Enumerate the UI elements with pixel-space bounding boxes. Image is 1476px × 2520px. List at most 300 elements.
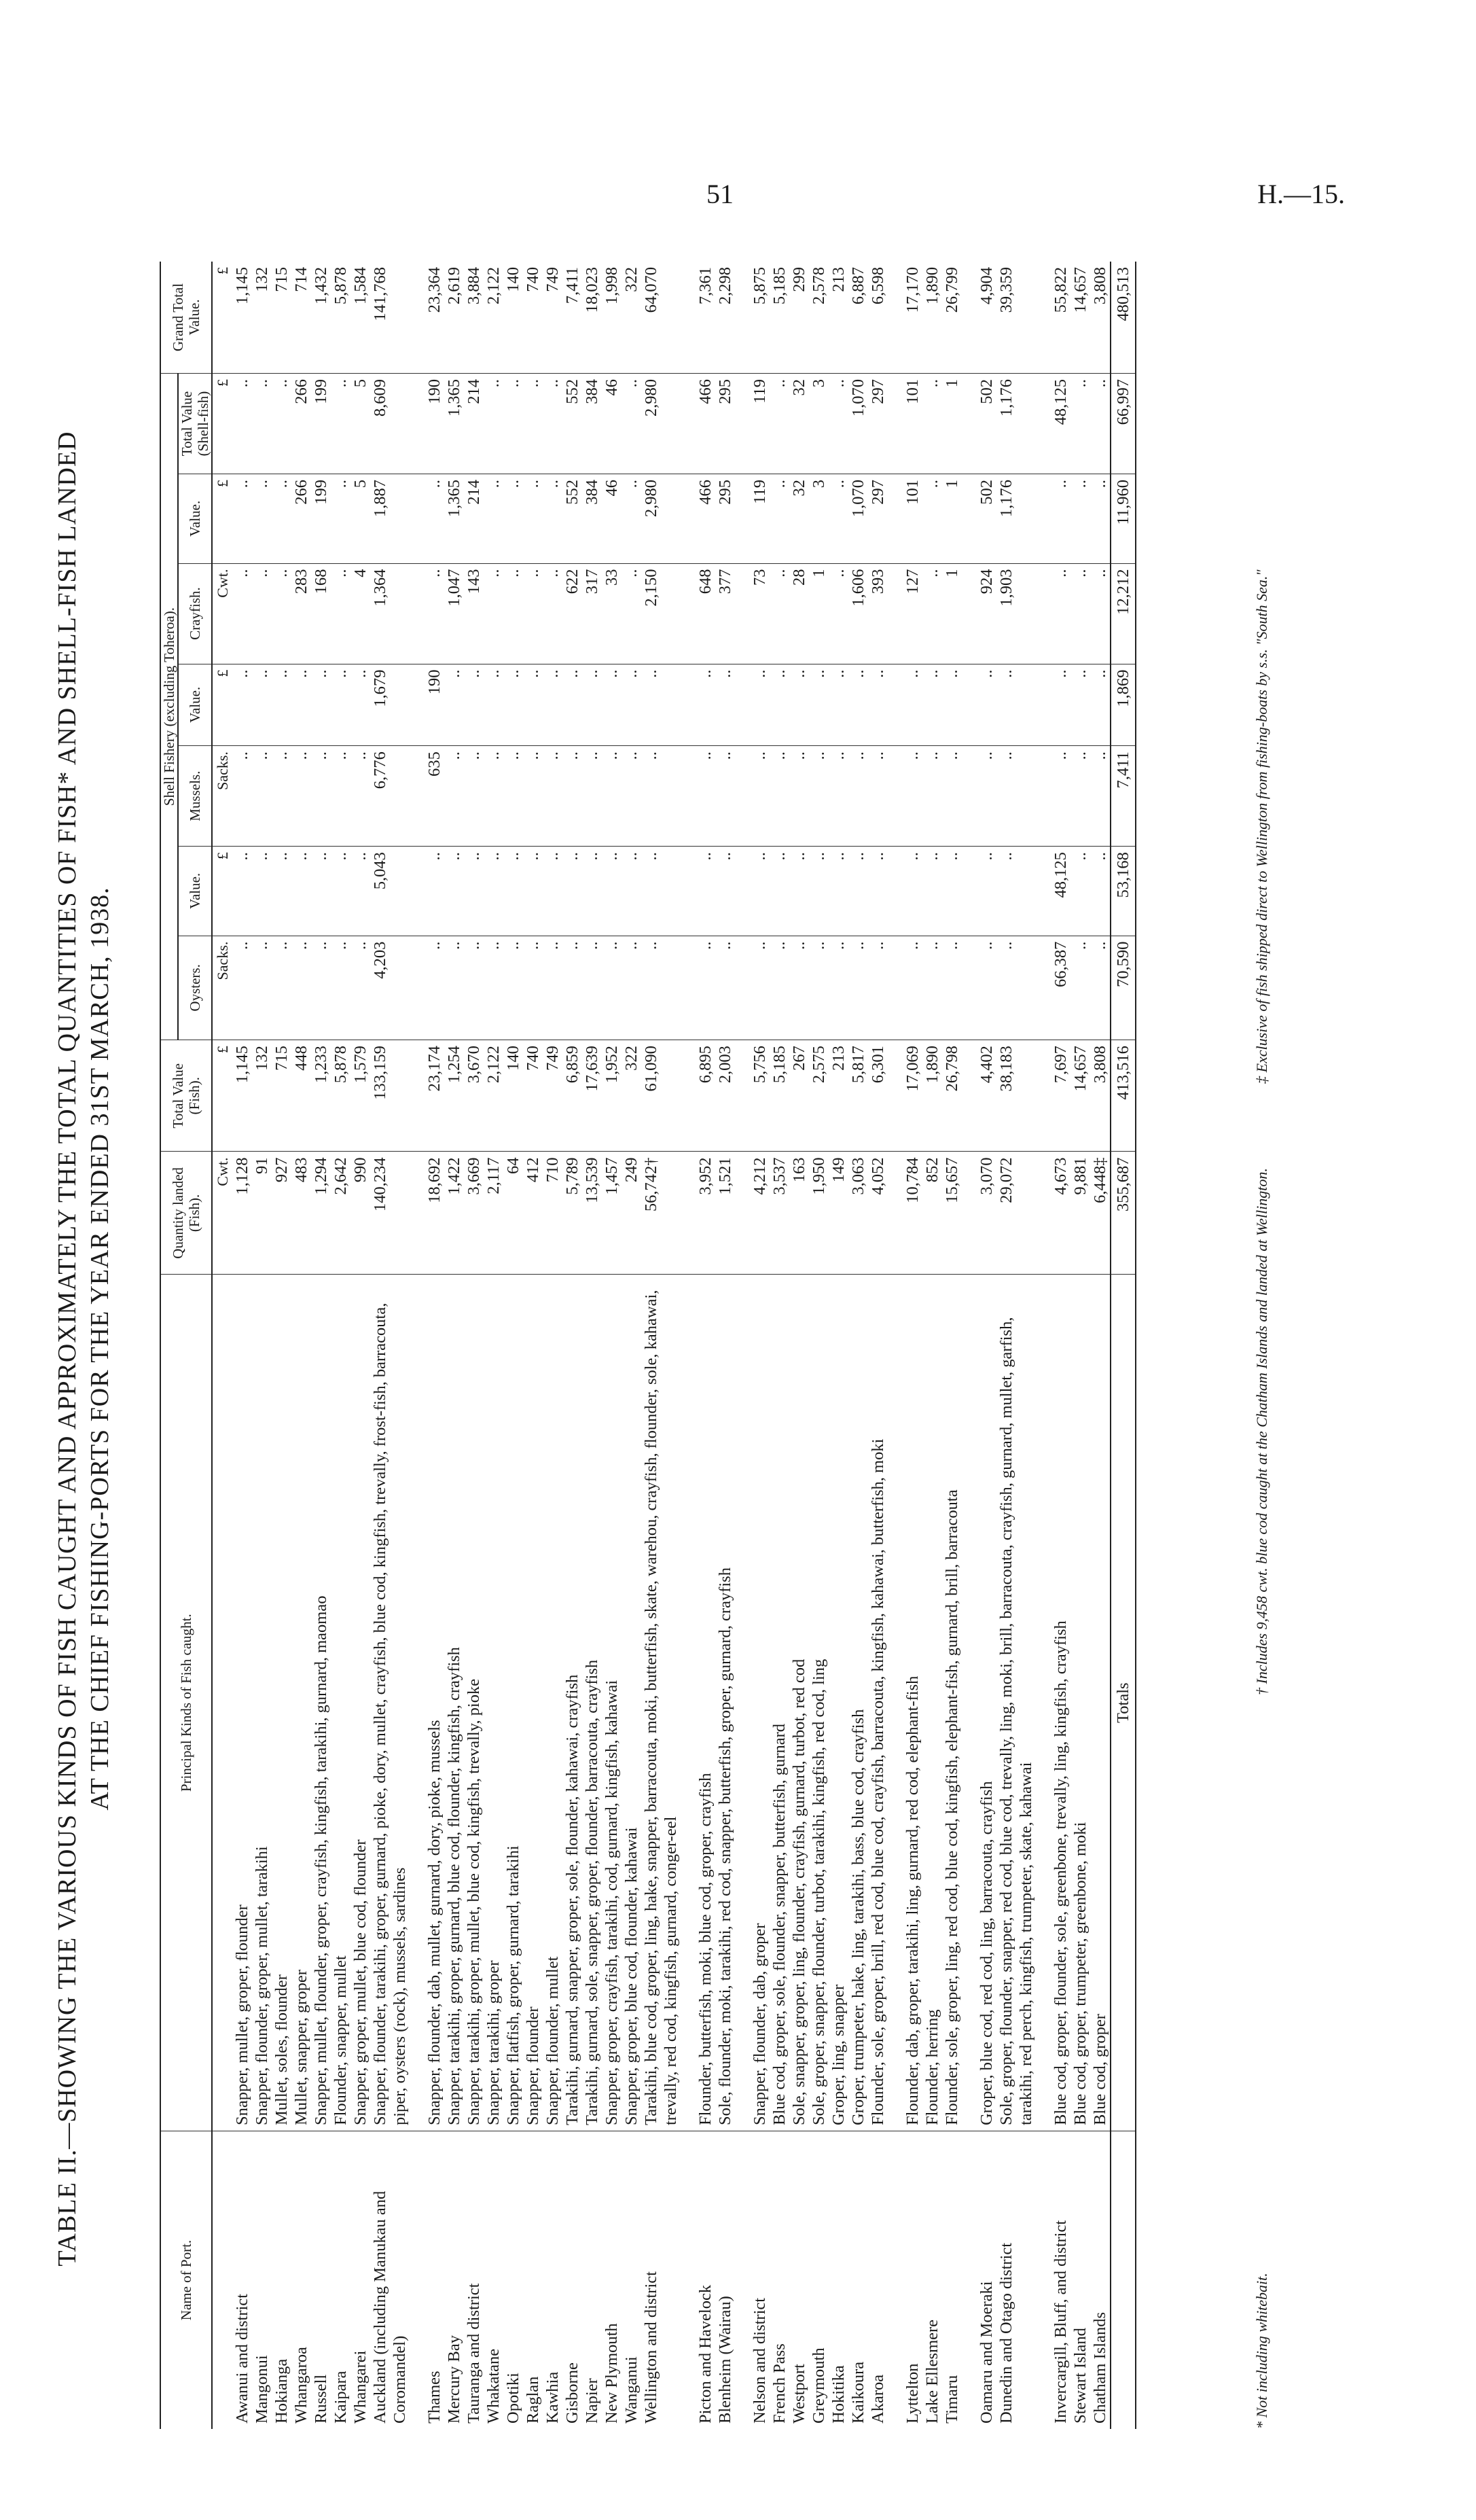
value-cell: 322: [622, 1040, 641, 1152]
value-cell: 6,776: [370, 746, 410, 847]
fish-kinds: Flounder, dab, groper, tarakihi, ling, gurnard, red cod, elephant-fish: [903, 1275, 922, 2131]
value-cell: 1,294: [311, 1152, 331, 1275]
value-cell: 5,043: [370, 847, 410, 936]
port-name: Raglan: [523, 2131, 543, 2429]
value-cell: ..: [232, 847, 252, 936]
table-row: [464, 262, 484, 2429]
table-row: [641, 262, 681, 2429]
value-cell: 1,047: [444, 563, 464, 664]
header-grand-total: Grand Total Value.: [160, 262, 212, 374]
value-cell: 2,117: [484, 1152, 503, 1275]
value-cell: ..: [977, 936, 996, 1040]
value-cell: ..: [622, 936, 641, 1040]
port-name: Awanui and district: [232, 2131, 252, 2429]
value-cell: ..: [848, 746, 868, 847]
value-cell: ..: [1070, 664, 1090, 746]
header-mussels-value: Value.: [178, 664, 212, 746]
value-cell: ..: [602, 746, 622, 847]
value-cell: 6,598: [869, 267, 887, 305]
value-cell: ..: [1090, 664, 1111, 746]
value-cell: 3,952: [696, 1152, 715, 1275]
value-cell: 48,125: [1051, 374, 1070, 474]
value-cell: ..: [922, 847, 942, 936]
table-row: [562, 262, 582, 2429]
value-cell: ..: [809, 936, 829, 1040]
fish-kinds: Snapper, flatfish, groper, gurnard, tarakihi: [503, 1275, 523, 2131]
totals-cell: 413,516: [1111, 1040, 1136, 1152]
value-cell: ..: [750, 936, 770, 1040]
spacer-cell: [1036, 2131, 1051, 2429]
units-cell: £: [214, 267, 231, 274]
value-cell: 4,203: [370, 936, 410, 1040]
value-cell: 143: [464, 563, 484, 664]
value-cell: ..: [622, 664, 641, 746]
value-cell: 91: [252, 1152, 272, 1275]
value-cell: ..: [425, 936, 444, 1040]
spacer-cell: [410, 936, 425, 1040]
port-name: Whakatane: [484, 2131, 503, 2429]
fish-kinds: Blue cod, groper: [1090, 1275, 1111, 2131]
value-cell: 119: [750, 374, 770, 474]
value-cell: 18,023: [583, 267, 601, 313]
value-cell: 1,364: [370, 563, 410, 664]
value-cell: ..: [484, 746, 503, 847]
value-cell: 4,212: [750, 1152, 770, 1275]
table-row: [1070, 262, 1090, 2429]
value-cell: ..: [523, 474, 543, 564]
spacer-row: [1036, 262, 1051, 2429]
spacer-row: [962, 262, 977, 2429]
value-cell: ..: [1090, 474, 1111, 564]
value-cell: ..: [543, 746, 562, 847]
value-cell: ..: [503, 746, 523, 847]
value-cell: ..: [272, 847, 291, 936]
value-cell: 1,233: [311, 1040, 331, 1152]
table-row: [848, 262, 868, 2429]
rotated-table-sheet: [51, 255, 1342, 2456]
value-cell: ..: [543, 664, 562, 746]
value-cell: ..: [484, 664, 503, 746]
value-cell: 3,669: [464, 1152, 484, 1275]
value-cell: ..: [977, 847, 996, 936]
value-cell: ..: [425, 847, 444, 936]
value-cell: ..: [996, 664, 1036, 746]
table-row: [582, 262, 602, 2429]
table-row: [829, 262, 848, 2429]
fish-kinds: Flounder, butterfish, moki, blue cod, groper, crayfish: [696, 1275, 715, 2131]
value-cell: 26,799: [943, 267, 961, 313]
value-cell: 2,619: [445, 267, 463, 305]
table-title-line-1: TABLE II.—SHOWING THE VARIOUS KINDS OF FISH CAUGHT AND APPROXIMATELY THE TOTAL QUANTITIES OF FISH* AND SHELL-FISH LANDED: [53, 431, 82, 2267]
spacer-cell: [410, 563, 425, 664]
value-cell: 3,884: [465, 267, 483, 305]
value-cell: ..: [770, 474, 789, 564]
table-row: [523, 262, 543, 2429]
table-row: [370, 262, 410, 2429]
value-cell: ..: [622, 746, 641, 847]
value-cell: 1,521: [715, 1152, 735, 1275]
value-cell: ..: [696, 746, 715, 847]
value-cell: ..: [331, 374, 350, 474]
value-cell: ..: [696, 847, 715, 936]
value-cell: ..: [922, 374, 942, 474]
value-cell: ..: [582, 936, 602, 1040]
value-cell: 6,448‡: [1090, 1152, 1111, 1275]
spacer-cell: [1036, 936, 1051, 1040]
fish-kinds: Mullet, soles, flounder: [272, 1275, 291, 2131]
value-cell: ..: [903, 847, 922, 936]
value-cell: 15,657: [942, 1152, 962, 1275]
value-cell: ..: [523, 936, 543, 1040]
table-row: [331, 262, 350, 2429]
header-kinds: Principal Kinds of Fish caught.: [160, 1275, 212, 2131]
value-cell: ..: [848, 936, 868, 1040]
value-cell: ..: [252, 563, 272, 664]
fish-kinds: Snapper, groper, crayfish, tarakihi, cod, gurnard, kingfish, kahawai: [602, 1275, 622, 2131]
value-cell: ..: [350, 936, 370, 1040]
table-body: [212, 262, 1111, 2429]
value-cell: ..: [641, 746, 681, 847]
value-cell: 927: [272, 1152, 291, 1275]
value-cell: 55,822: [1051, 267, 1070, 313]
value-cell: ..: [484, 936, 503, 1040]
value-cell: 1,952: [602, 1040, 622, 1152]
value-cell: ..: [1090, 563, 1111, 664]
value-cell: ..: [484, 847, 503, 936]
table-row: [602, 262, 622, 2429]
value-cell: 852: [922, 1152, 942, 1275]
value-cell: ..: [562, 664, 582, 746]
header-crayfish: Crayfish.: [178, 563, 212, 664]
spacer-cell: [410, 1275, 425, 2131]
totals-cell: 53,168: [1111, 847, 1136, 936]
value-cell: ..: [789, 847, 809, 936]
value-cell: 322: [622, 267, 641, 292]
value-cell: 2,150: [641, 563, 681, 664]
value-cell: 3: [809, 474, 829, 564]
totals-cell: 70,590: [1111, 936, 1136, 1040]
value-cell: 14,657: [1070, 1040, 1090, 1152]
value-cell: 2,122: [484, 267, 503, 305]
value-cell: 23,174: [425, 1040, 444, 1152]
value-cell: 1,579: [350, 1040, 370, 1152]
totals-cell: 1,869: [1111, 664, 1136, 746]
value-cell: ..: [291, 746, 311, 847]
value-cell: ..: [770, 746, 789, 847]
value-cell: ..: [996, 746, 1036, 847]
value-cell: 5,878: [331, 267, 350, 305]
port-name: Mangonui: [252, 2131, 272, 2429]
units-cell: £: [212, 474, 232, 564]
value-cell: 448: [291, 1040, 311, 1152]
value-cell: ..: [1070, 563, 1090, 664]
table-title: [51, 397, 116, 2300]
value-cell: 393: [868, 563, 888, 664]
spacer-cell: [1036, 746, 1051, 847]
table-row: [543, 262, 562, 2429]
port-name: New Plymouth: [602, 2131, 622, 2429]
value-cell: ..: [622, 563, 641, 664]
fish-kinds: Snapper, groper, mullet, blue cod, flounder: [350, 1275, 370, 2131]
value-cell: 6,301: [868, 1040, 888, 1152]
value-cell: 1,887: [370, 474, 410, 564]
value-cell: ..: [1051, 474, 1070, 564]
value-cell: ..: [523, 847, 543, 936]
spacer-cell: [681, 2131, 696, 2429]
value-cell: ..: [291, 847, 311, 936]
value-cell: ..: [425, 563, 444, 664]
spacer-cell: [735, 847, 750, 936]
value-cell: 214: [464, 474, 484, 564]
header-mussels: Mussels.: [178, 746, 212, 847]
port-name: Russell: [311, 2131, 331, 2429]
fish-landings-table: [160, 262, 1136, 2429]
value-cell: 101: [903, 474, 922, 564]
spacer-cell: [681, 936, 696, 1040]
value-cell: ..: [484, 374, 503, 474]
value-cell: ..: [696, 664, 715, 746]
value-cell: 924: [977, 563, 996, 664]
value-cell: ..: [602, 847, 622, 936]
fish-kinds: Blue cod, groper, flounder, sole, greenbone, trevally, ling, kingfish, crayfish: [1051, 1275, 1070, 2131]
port-name: Wellington and district: [641, 2131, 681, 2429]
value-cell: 13,539: [582, 1152, 602, 1275]
fish-kinds: Snapper, mullet, groper, flounder: [232, 1275, 252, 2131]
value-cell: 1: [809, 563, 829, 664]
value-cell: 3,808: [1091, 267, 1109, 305]
value-cell: ..: [562, 746, 582, 847]
value-cell: ..: [444, 664, 464, 746]
value-cell: ..: [1070, 746, 1090, 847]
value-cell: 10,784: [903, 1152, 922, 1275]
value-cell: 1,254: [444, 1040, 464, 1152]
value-cell: 168: [311, 563, 331, 664]
value-cell: 5,817: [848, 1040, 868, 1152]
value-cell: ..: [641, 847, 681, 936]
totals-cell: 355,687: [1111, 1152, 1136, 1275]
value-cell: 1: [942, 374, 962, 474]
value-cell: ..: [922, 664, 942, 746]
spacer-cell: [410, 1040, 425, 1152]
value-cell: 466: [696, 474, 715, 564]
totals-cell: 11,960: [1111, 474, 1136, 564]
totals-cell: 12,212: [1111, 563, 1136, 664]
port-name: Picton and Havelock: [696, 2131, 715, 2429]
value-cell: ..: [622, 374, 641, 474]
value-cell: 715: [272, 267, 291, 292]
table-title-line-2: AT THE CHIEF FISHING-PORTS FOR THE YEAR ENDED 31ST MARCH, 1938.: [86, 887, 114, 1811]
spacer-cell: [681, 746, 696, 847]
value-cell: ..: [523, 746, 543, 847]
value-cell: 1,422: [444, 1152, 464, 1275]
value-cell: ..: [331, 664, 350, 746]
value-cell: ..: [750, 847, 770, 936]
port-name: Timaru: [942, 2131, 962, 2429]
port-name: Blenheim (Wairau): [715, 2131, 735, 2429]
value-cell: 213: [829, 1040, 848, 1152]
value-cell: 502: [977, 474, 996, 564]
page-header: [706, 178, 1345, 219]
value-cell: 483: [291, 1152, 311, 1275]
header-total-shell-value: Total Value (Shell-fish): [178, 374, 212, 474]
spacer-cell: [681, 1152, 696, 1275]
spacer-cell: [888, 847, 903, 936]
value-cell: 1,890: [922, 1040, 942, 1152]
units-cell: £: [212, 1040, 232, 1152]
value-cell: ..: [641, 664, 681, 746]
spacer-cell: [410, 2131, 425, 2429]
value-cell: ..: [272, 563, 291, 664]
value-cell: ..: [829, 936, 848, 1040]
value-cell: ..: [252, 936, 272, 1040]
fish-kinds: Sole, flounder, moki, tarakihi, red cod, snapper, butterfish, groper, gurnard, crayfish: [715, 1275, 735, 2131]
value-cell: 29,072: [996, 1152, 1036, 1275]
table-row: [503, 262, 523, 2429]
spacer-cell: [962, 474, 977, 564]
value-cell: ..: [232, 474, 252, 564]
value-cell: ..: [331, 936, 350, 1040]
spacer-cell: [681, 474, 696, 564]
units-cell: [212, 1275, 232, 2131]
totals-cell: [1111, 2131, 1136, 2429]
value-cell: 17,069: [903, 1040, 922, 1152]
value-cell: ..: [523, 664, 543, 746]
value-cell: 5,878: [331, 1040, 350, 1152]
value-cell: ..: [311, 746, 331, 847]
spacer-cell: [681, 1275, 696, 2131]
value-cell: 32: [789, 474, 809, 564]
port-name: Chatham Islands: [1090, 2131, 1111, 2429]
value-cell: 26,798: [942, 1040, 962, 1152]
port-name: Gisborne: [562, 2131, 582, 2429]
value-cell: ..: [770, 936, 789, 1040]
units-cell: [212, 2131, 232, 2429]
value-cell: 635: [425, 746, 444, 847]
table-row: [232, 262, 252, 2429]
footnote-not-whitebait: * Not including whitebait.: [1253, 2273, 1270, 2429]
value-cell: ..: [272, 746, 291, 847]
value-cell: 61,090: [641, 1040, 681, 1152]
value-cell: ..: [903, 936, 922, 1040]
value-cell: 140: [503, 1040, 523, 1152]
value-cell: ..: [715, 746, 735, 847]
value-cell: 990: [350, 1152, 370, 1275]
spacer-cell: [962, 1040, 977, 1152]
value-cell: ..: [868, 664, 888, 746]
port-name: French Pass: [770, 2131, 789, 2429]
fish-kinds: Groper, blue cod, red cod, ling, barracouta, crayfish: [977, 1275, 996, 2131]
value-cell: ..: [715, 936, 735, 1040]
value-cell: 140,234: [370, 1152, 410, 1275]
footnote-chatham-cod: † Includes 9,458 cwt. blue cod caught at the Chatham Islands and landed at Wellington.: [1253, 1168, 1270, 1695]
value-cell: 132: [252, 1040, 272, 1152]
spacer-cell: [1036, 374, 1051, 474]
value-cell: 213: [829, 267, 848, 292]
value-cell: ..: [311, 664, 331, 746]
footnote-south-sea: ‡ Exclusive of fish shipped direct to Wellington from fishing-boats by s.s. "South Sea.": [1253, 569, 1270, 1084]
value-cell: ..: [1051, 563, 1070, 664]
value-cell: 2,578: [810, 267, 828, 305]
fish-kinds: Snapper, flounder, mullet: [543, 1275, 562, 2131]
value-cell: 295: [715, 374, 735, 474]
spacer-cell: [735, 664, 750, 746]
value-cell: ..: [602, 936, 622, 1040]
value-cell: ..: [464, 936, 484, 1040]
value-cell: ..: [977, 746, 996, 847]
value-cell: ..: [1070, 374, 1090, 474]
spacer-cell: [410, 664, 425, 746]
value-cell: 297: [868, 474, 888, 564]
value-cell: 740: [524, 267, 542, 292]
table-row: [942, 262, 962, 2429]
value-cell: ..: [942, 847, 962, 936]
table-row: [252, 262, 272, 2429]
spacer-cell: [681, 262, 696, 374]
value-cell: 4,904: [977, 267, 996, 305]
value-cell: 163: [789, 1152, 809, 1275]
value-cell: 46: [602, 474, 622, 564]
value-cell: 101: [903, 374, 922, 474]
spacer-cell: [962, 374, 977, 474]
value-cell: ..: [331, 746, 350, 847]
spacer-cell: [735, 1152, 750, 1275]
value-cell: 190: [425, 374, 444, 474]
value-cell: 17,639: [582, 1040, 602, 1152]
value-cell: ..: [848, 847, 868, 936]
value-cell: 295: [715, 474, 735, 564]
value-cell: 1,365: [444, 474, 464, 564]
fish-kinds: Sole, snapper, groper, ling, flounder, crayfish, gurnard, turbot, red cod: [789, 1275, 809, 2131]
value-cell: ..: [252, 847, 272, 936]
value-cell: 297: [868, 374, 888, 474]
value-cell: 5: [350, 474, 370, 564]
value-cell: 18,692: [425, 1152, 444, 1275]
value-cell: 1,679: [370, 664, 410, 746]
value-cell: ..: [503, 474, 523, 564]
spacer-cell: [962, 664, 977, 746]
spacer-cell: [962, 262, 977, 374]
spacer-cell: [735, 262, 750, 374]
value-cell: 7,697: [1051, 1040, 1070, 1152]
value-cell: 299: [790, 267, 808, 292]
port-name: Whangarei: [350, 2131, 370, 2429]
spacer-cell: [735, 474, 750, 564]
value-cell: 1,145: [232, 1040, 252, 1152]
table-row: [444, 262, 464, 2429]
spacer-cell: [410, 262, 425, 374]
spacer-cell: [735, 2131, 750, 2429]
fish-kinds: Snapper, tarakihi, groper: [484, 1275, 503, 2131]
table-row: [750, 262, 770, 2429]
table-row: [770, 262, 789, 2429]
port-name: Dunedin and Otago district: [996, 2131, 1036, 2429]
value-cell: ..: [622, 474, 641, 564]
value-cell: ..: [444, 936, 464, 1040]
value-cell: ..: [464, 847, 484, 936]
spacer-cell: [735, 374, 750, 474]
value-cell: ..: [922, 936, 942, 1040]
spacer-row: [735, 262, 750, 2429]
spacer-cell: [962, 746, 977, 847]
port-name: Akaroa: [868, 2131, 888, 2429]
value-cell: 2,575: [809, 1040, 829, 1152]
value-cell: ..: [1090, 746, 1111, 847]
value-cell: 622: [562, 563, 582, 664]
value-cell: 4,052: [868, 1152, 888, 1275]
value-cell: ..: [1051, 664, 1070, 746]
value-cell: 1,584: [351, 267, 370, 305]
value-cell: 384: [582, 374, 602, 474]
